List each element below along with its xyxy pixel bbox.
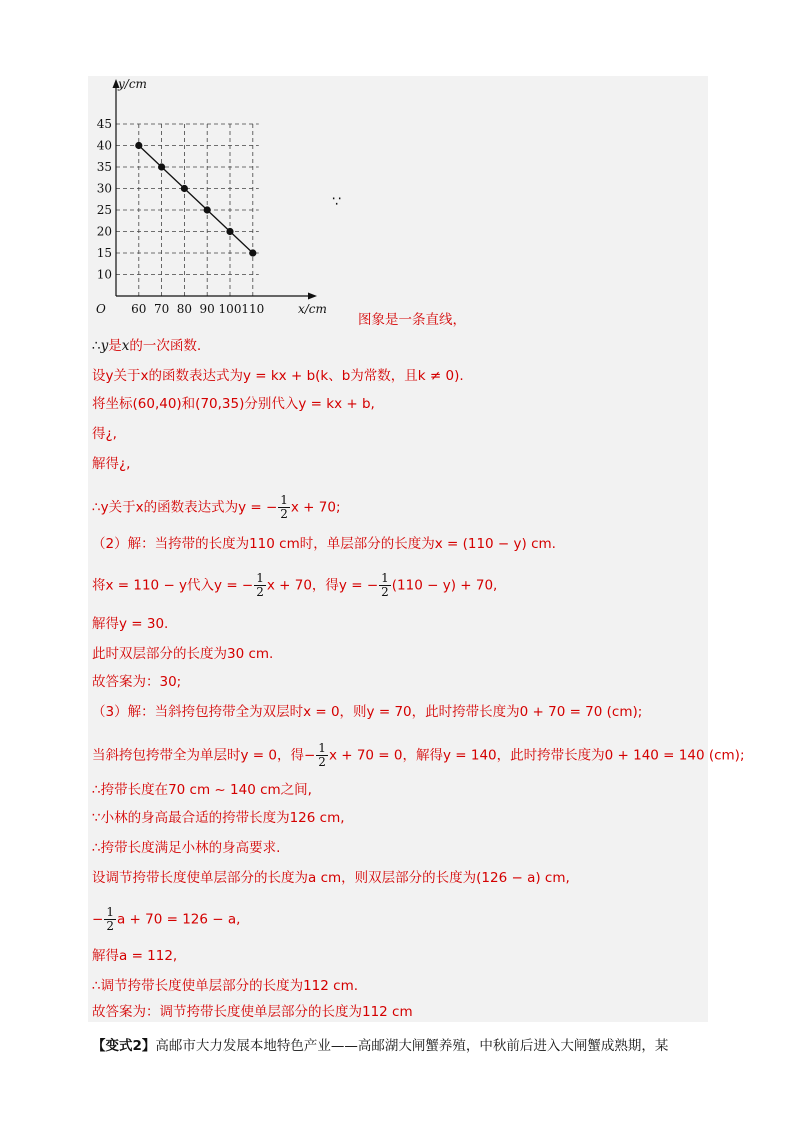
solution-line-7: （2）解：当挎带的长度为110 cm时，单层部分的长度为x = (110 − y) cm.	[92, 536, 556, 552]
solution-line-2: 设y关于x的函数表达式为y = kx + b(k、b为常数，且k ≠ 0).	[92, 368, 464, 384]
solution-line-8: 将x = 110 − y代入y = − $\frac{1}{2}$ x + 70，得y = − $\frac{1}{2}$ (110 − y) + 70,	[92, 571, 498, 599]
chart-ticks	[96, 77, 327, 316]
y-tick-label: 10	[96, 267, 112, 282]
solution-line-5: 解得¿,	[92, 456, 131, 472]
y-tick-label: 30	[96, 181, 112, 196]
data-point	[226, 228, 233, 235]
x-axis-label: x/cm	[298, 302, 327, 316]
data-point	[158, 163, 165, 170]
chart-series	[135, 142, 256, 257]
solution-line-18: − $\frac{1}{2}$ a + 70 = 126 − a,	[92, 905, 241, 933]
x-tick-label: 60	[131, 302, 147, 316]
x-axis-arrow	[308, 293, 317, 300]
y-tick-label: 40	[96, 138, 112, 153]
chart-axes	[113, 79, 318, 300]
next-problem-line	[92, 1034, 668, 1054]
fraction: $\frac{1}{2}$	[106, 905, 114, 933]
data-point	[135, 142, 142, 149]
solution-line-9: 解得y = 30.	[92, 616, 169, 632]
data-point	[249, 249, 256, 256]
solution-line-1: ∴y是x的一次函数.	[92, 338, 202, 354]
solution-line-16: ∴挎带长度满足小林的身高要求.	[92, 840, 281, 856]
origin-label: O	[96, 302, 106, 316]
solution-line-11: 故答案为：30;	[92, 674, 182, 690]
variant-text: 高邮市大力发展本地特色产业——高邮湖大闸蟹养殖，中秋前后进入大闸蟹成熟期，某	[155, 1038, 669, 1054]
solution-line-19: 解得a = 112,	[92, 948, 178, 964]
series-line	[139, 146, 253, 254]
solution-line-4: 得¿,	[92, 426, 117, 442]
chart-note: 图象是一条直线，	[358, 312, 466, 328]
fraction: $\frac{1}{2}$	[381, 571, 389, 599]
x-tick-label: 100	[218, 302, 242, 316]
solution-line-12: （3）解：当斜挎包挎带全为双层时x = 0，则y = 70，此时挎带长度为0 + 70 = 70 (cm);	[92, 704, 643, 720]
fraction: $\frac{1}{2}$	[280, 493, 288, 521]
solution-line-6: ∴y关于x的函数表达式为y = − $\frac{1}{2}$ x + 70;	[92, 493, 341, 521]
fraction: $\frac{1}{2}$	[256, 571, 264, 599]
fraction: $\frac{1}{2}$	[318, 741, 326, 769]
x-tick-label: 110	[241, 302, 265, 316]
solution-line-21: 故答案为：调节挎带长度使单层部分的长度为112 cm	[92, 1004, 413, 1020]
solution-line-14: ∴挎带长度在70 cm ~ 140 cm之间,	[92, 782, 312, 798]
y-tick-label: 35	[96, 160, 112, 174]
y-tick-label: 15	[96, 246, 112, 260]
data-point	[181, 185, 188, 192]
x-tick-label: 80	[176, 302, 193, 316]
x-tick-label: 90	[199, 302, 215, 316]
y-tick-label: 20	[96, 224, 112, 239]
line-chart	[88, 76, 338, 326]
chart-grid	[116, 124, 259, 296]
solution-line-15: ∵小林的身高最合适的挎带长度为126 cm,	[92, 810, 345, 826]
solution-line-3: 将坐标(60,40)和(70,35)分别代入y = kx + b,	[92, 396, 375, 412]
data-point	[204, 206, 211, 213]
because-symbol: ∵	[332, 194, 341, 210]
solution-line-10: 此时双层部分的长度为30 cm.	[92, 646, 274, 662]
solution-line-20: ∴调节挎带长度使单层部分的长度为112 cm.	[92, 978, 359, 994]
variant-tag: 【变式2】	[92, 1038, 156, 1054]
solution-line-13: 当斜挎包挎带全为单层时y = 0，得− $\frac{1}{2}$ x + 70 = 0，解得y = 140，此时挎带长度为0 + 140 = 140 (cm);	[92, 741, 745, 769]
y-tick-label: 45	[96, 117, 112, 131]
y-tick-label: 25	[96, 203, 112, 217]
x-tick-label: 70	[153, 302, 170, 316]
y-axis-label: y/cm	[118, 77, 147, 91]
solution-line-17: 设调节挎带长度使单层部分的长度为a cm，则双层部分的长度为(126 − a) cm,	[92, 870, 570, 886]
